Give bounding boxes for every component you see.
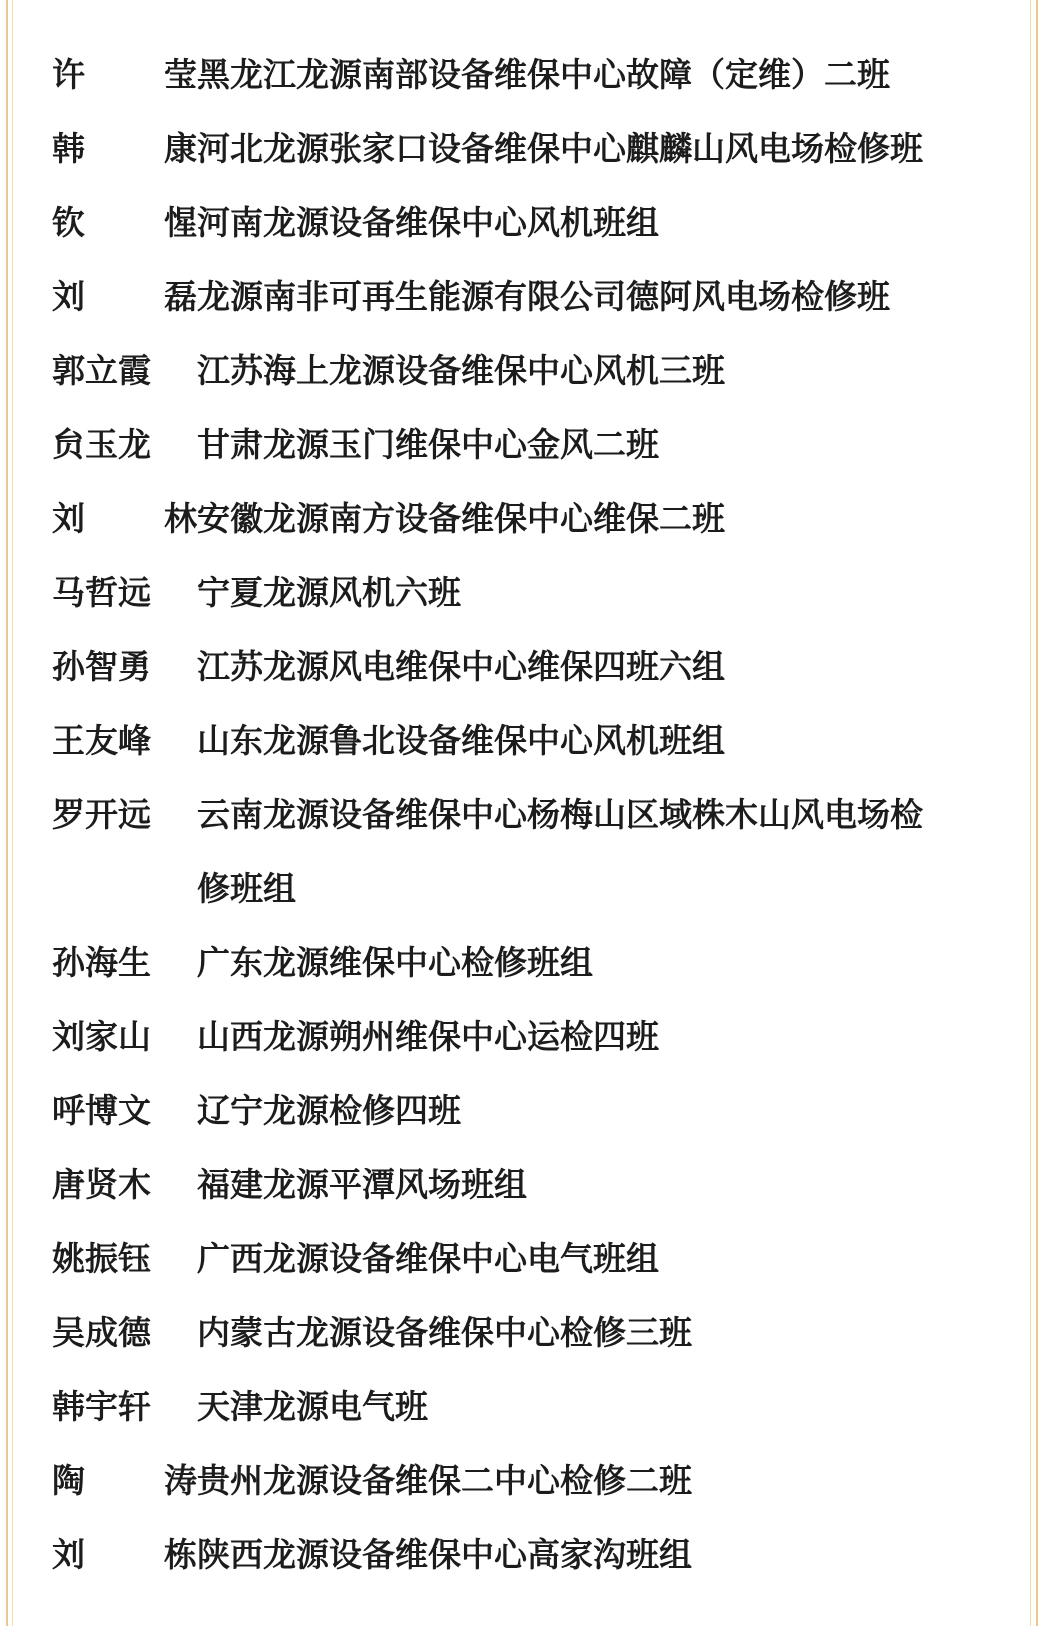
team-name: 江苏海上龙源设备维保中心风机三班 <box>197 351 725 390</box>
person-name: 贠玉龙 <box>52 425 151 464</box>
team-name: 云南龙源设备维保中心杨梅山区域株木山风电场检修班组 <box>197 795 923 908</box>
team-name: 甘肃龙源玉门维保中心金风二班 <box>197 425 659 464</box>
person-name: 马哲远 <box>52 573 151 612</box>
team-name: 山东龙源鲁北设备维保中心风机班组 <box>197 721 725 760</box>
list-item <box>52 38 1042 112</box>
person-name: 钦 惺 <box>52 203 197 242</box>
list-item <box>52 630 1042 704</box>
person-name: 呼博文 <box>52 1091 151 1130</box>
person-name: 孙海生 <box>52 943 151 982</box>
list-item <box>52 1222 1042 1296</box>
team-name: 福建龙源平潭风场班组 <box>197 1165 527 1204</box>
person-name: 陶 涛 <box>52 1461 197 1500</box>
person-name: 韩宇轩 <box>52 1387 151 1426</box>
person-name: 王友峰 <box>52 721 151 760</box>
team-name: 内蒙古龙源设备维保中心检修三班 <box>197 1313 692 1352</box>
list-item <box>52 1074 1042 1148</box>
person-name: 刘 林 <box>52 499 197 538</box>
left-border-line <box>6 0 8 1626</box>
person-name: 韩 康 <box>52 129 197 168</box>
person-name: 刘 栋 <box>52 1535 197 1574</box>
list-item <box>52 1370 1042 1444</box>
person-name: 孙智勇 <box>52 647 151 686</box>
list-item <box>52 1518 1042 1592</box>
list-item <box>52 482 1042 556</box>
team-name: 贵州龙源设备维保二中心检修二班 <box>197 1461 692 1500</box>
team-name: 安徽龙源南方设备维保中心维保二班 <box>197 499 725 538</box>
team-name: 山西龙源朔州维保中心运检四班 <box>197 1017 659 1056</box>
list-item <box>52 112 1042 186</box>
left-border-inner-line <box>12 0 13 1626</box>
list-item <box>52 260 1042 334</box>
list-item <box>52 1148 1042 1222</box>
team-name: 辽宁龙源检修四班 <box>197 1091 461 1130</box>
team-name: 陕西龙源设备维保中心高家沟班组 <box>197 1535 692 1574</box>
person-name: 许 莹 <box>52 55 197 94</box>
list-item <box>52 1000 1042 1074</box>
list-item <box>52 926 1042 1000</box>
list-item <box>52 1444 1042 1518</box>
list-item <box>52 704 1042 778</box>
team-name: 河北龙源张家口设备维保中心麒麟山风电场检修班 <box>197 129 923 168</box>
team-name: 黑龙江龙源南部设备维保中心故障（定维）二班 <box>197 55 890 94</box>
person-name: 郭立霞 <box>52 351 151 390</box>
list-item <box>52 556 1042 630</box>
team-name: 广东龙源维保中心检修班组 <box>197 943 593 982</box>
team-name: 河南龙源设备维保中心风机班组 <box>197 203 659 242</box>
team-name: 龙源南非可再生能源有限公司德阿风电场检修班 <box>197 277 890 316</box>
list-item <box>52 408 1042 482</box>
person-name: 姚振钰 <box>52 1239 151 1278</box>
honoree-list <box>52 38 1042 1592</box>
team-name: 宁夏龙源风机六班 <box>197 573 461 612</box>
list-item <box>52 1296 1042 1370</box>
person-name: 唐贤木 <box>52 1165 151 1204</box>
list-item <box>52 334 1042 408</box>
team-name: 广西龙源设备维保中心电气班组 <box>197 1239 659 1278</box>
person-name: 吴成德 <box>52 1313 151 1352</box>
person-name: 罗开远 <box>52 795 151 834</box>
team-name: 天津龙源电气班 <box>197 1387 428 1426</box>
list-item <box>52 778 1042 926</box>
list-item <box>52 186 1042 260</box>
person-name: 刘 磊 <box>52 277 197 316</box>
team-name: 江苏龙源风电维保中心维保四班六组 <box>197 647 725 686</box>
person-name: 刘家山 <box>52 1017 151 1056</box>
